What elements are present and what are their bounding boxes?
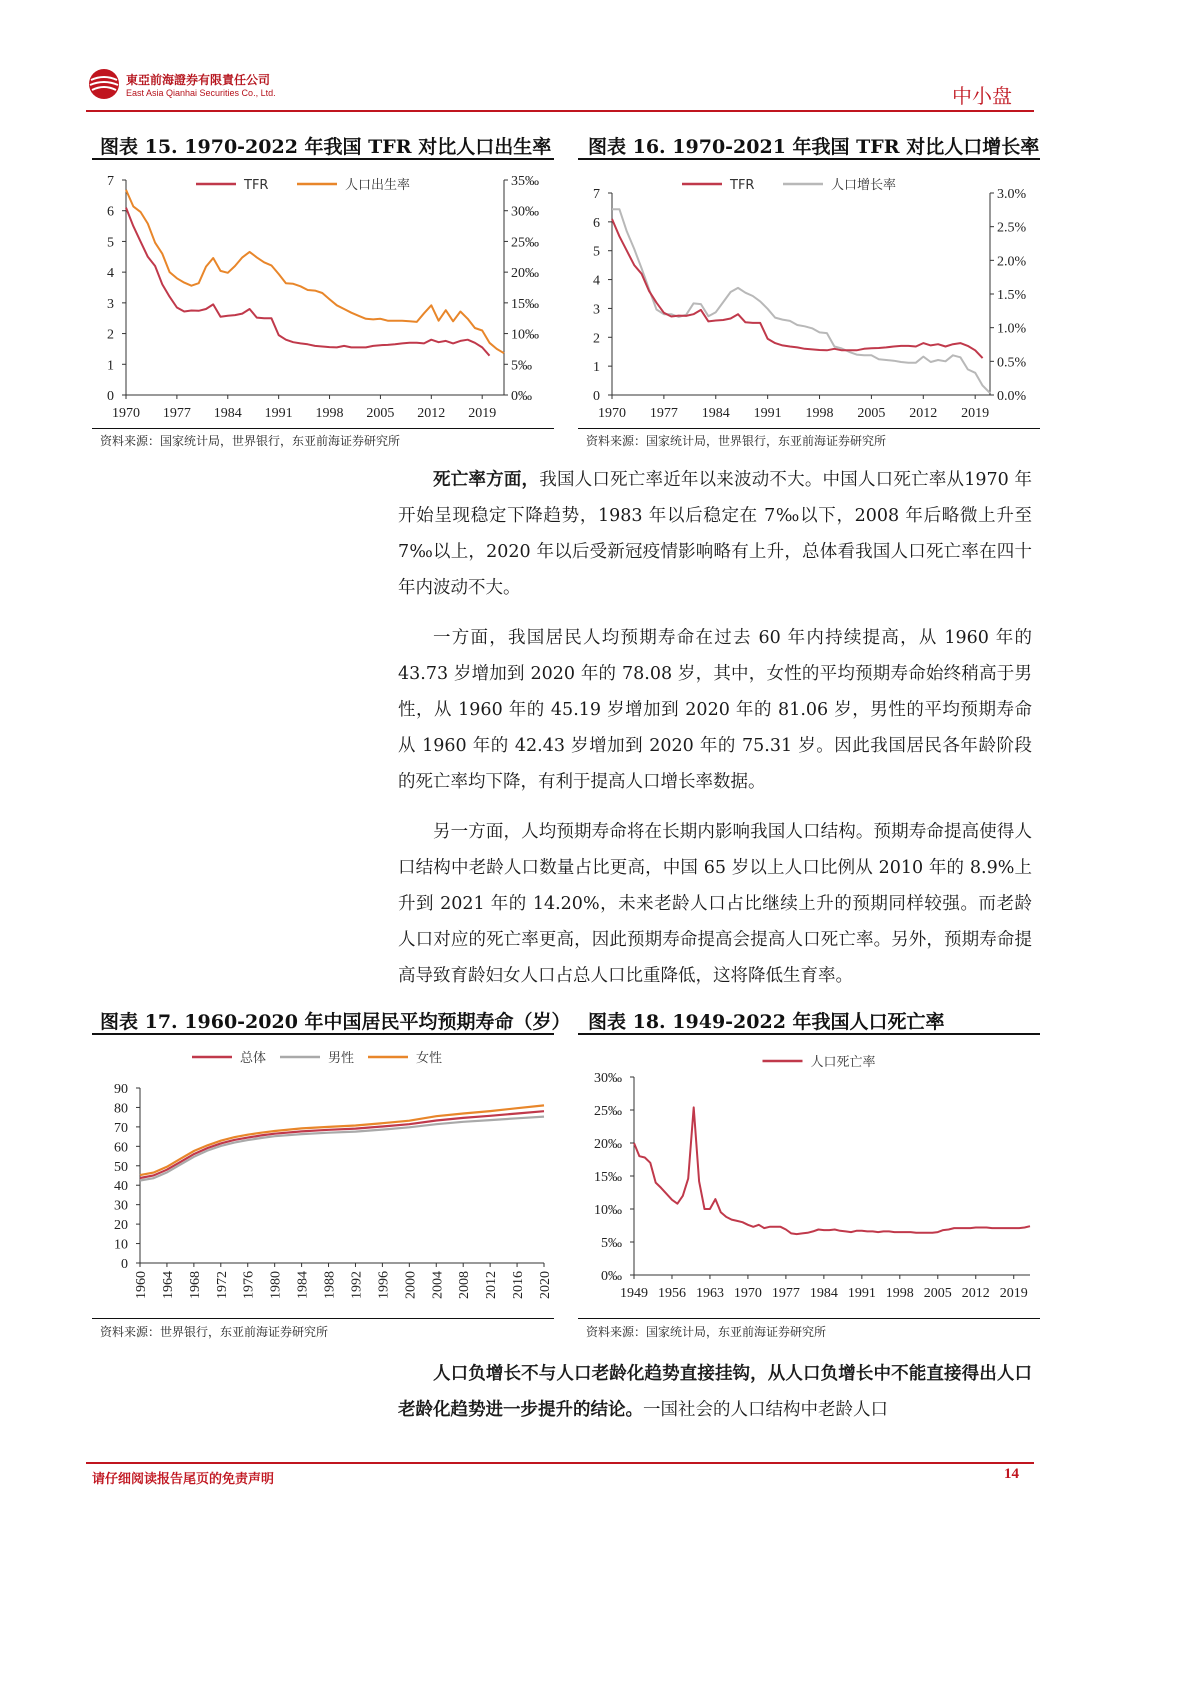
- y-right-tick-label: 30‰: [511, 204, 539, 220]
- header-rule: [86, 110, 1034, 112]
- paragraph-negative-growth: [398, 1356, 1032, 1428]
- y-left-tick-label: 5: [593, 244, 600, 260]
- x-tick-label: 2019: [999, 1286, 1028, 1301]
- figure-15-rule-bottom: [92, 428, 554, 429]
- x-tick-label: 1998: [885, 1286, 914, 1301]
- paragraph-mortality-lead: 死亡率方面，: [433, 470, 540, 490]
- y-left-tick-label: 4: [593, 273, 600, 289]
- company-logo: [86, 66, 122, 102]
- y-left-tick-label: 2: [107, 327, 114, 343]
- x-tick-label: 1980: [268, 1271, 284, 1299]
- paragraph-mortality: [398, 462, 1032, 606]
- y-left-tick-label: 5: [107, 235, 114, 251]
- paragraph-negative-growth-lead: 人口负增长不与人口老龄化趋势直接挂钩，从人口负增长中不能直接得出人口老龄化趋势进一步提升的结论。: [398, 1364, 1032, 1420]
- y-right-tick-label: 15‰: [511, 296, 539, 312]
- figure-18-title: 图表 18. 1949-2022 年我国人口死亡率: [588, 1011, 945, 1033]
- x-tick-label: 1963: [695, 1286, 724, 1301]
- paragraph-negative-growth-text: 一国社会的人口结构中老龄人口: [643, 1400, 888, 1420]
- figure-16-chart: [578, 162, 1040, 426]
- legend-label: 总体: [240, 1051, 267, 1066]
- series-line-人口增长率: [612, 209, 990, 393]
- x-tick-label: 1992: [349, 1271, 365, 1299]
- footer-rule: [86, 1462, 1034, 1464]
- x-tick-label: 1968: [187, 1271, 203, 1299]
- y-right-tick-label: 1.5%: [997, 288, 1027, 303]
- x-tick-label: 2005: [366, 406, 395, 421]
- x-tick-label: 1972: [214, 1271, 230, 1299]
- x-tick-label: 2012: [417, 406, 446, 421]
- section-tag: 中小盘: [952, 84, 1012, 108]
- y-tick-label: 30‰: [594, 1071, 622, 1086]
- y-right-tick-label: 0‰: [511, 389, 532, 404]
- figure-16-source: 资料来源：国家统计局，世界银行，东亚前海证券研究所: [586, 434, 887, 448]
- y-right-tick-label: 0.0%: [997, 389, 1027, 404]
- figure-16-rule-bottom: [578, 428, 1040, 429]
- series-line-TFR: [126, 208, 490, 356]
- y-tick-label: 20: [114, 1218, 128, 1234]
- y-left-tick-label: 1: [107, 358, 114, 374]
- figure-15-chart: [92, 162, 554, 426]
- y-right-tick-label: 2.5%: [997, 220, 1027, 236]
- logo-emblem-icon: [86, 66, 122, 102]
- x-tick-label: 1977: [162, 406, 191, 421]
- y-right-tick-label: 3.0%: [997, 187, 1027, 202]
- y-tick-label: 10: [114, 1237, 128, 1253]
- figure-17-rule-top: [92, 1033, 554, 1035]
- x-tick-label: 1991: [264, 406, 293, 421]
- figure-15-source: 资料来源：国家统计局，世界银行，东亚前海证券研究所: [100, 434, 401, 448]
- y-tick-label: 40: [114, 1179, 128, 1195]
- x-tick-label: 1956: [657, 1286, 686, 1301]
- figure-16-rule-top: [578, 158, 1040, 160]
- y-left-tick-label: 0: [107, 389, 114, 404]
- y-right-tick-label: 25‰: [511, 235, 539, 251]
- x-tick-label: 2000: [403, 1271, 419, 1299]
- y-right-tick-label: 35‰: [511, 174, 539, 189]
- figure-18-rule-bottom: [578, 1318, 1040, 1319]
- x-tick-label: 1984: [295, 1271, 311, 1299]
- x-tick-label: 2016: [511, 1271, 527, 1299]
- y-tick-label: 70: [114, 1120, 128, 1136]
- x-tick-label: 2004: [430, 1271, 446, 1299]
- legend-label: 人口增长率: [831, 178, 897, 193]
- legend-label: TFR: [244, 178, 269, 193]
- y-tick-label: 15‰: [594, 1170, 622, 1185]
- y-tick-label: 5‰: [601, 1236, 622, 1251]
- figure-17-title: 图表 17. 1960-2020 年中国居民平均预期寿命（岁）: [100, 1011, 571, 1033]
- series-line-人口出生率: [126, 190, 504, 353]
- y-left-tick-label: 3: [107, 296, 114, 312]
- legend-label: 男性: [328, 1051, 355, 1066]
- x-tick-label: 1976: [241, 1271, 257, 1299]
- figure-16-title: 图表 16. 1970-2021 年我国 TFR 对比人口增长率: [588, 136, 1040, 158]
- y-right-tick-label: 10‰: [511, 327, 539, 343]
- x-tick-label: 1970: [598, 406, 626, 421]
- y-right-tick-label: 1.0%: [997, 321, 1027, 337]
- company-name-cn: 東亞前海證券有限責任公司: [126, 73, 271, 87]
- figure-15-title: 图表 15. 1970-2022 年我国 TFR 对比人口出生率: [100, 136, 552, 158]
- x-tick-label: 1984: [701, 406, 730, 421]
- x-tick-label: 1977: [771, 1286, 800, 1301]
- y-left-tick-label: 7: [107, 174, 114, 189]
- paragraph-aging: 另一方面，人均预期寿命将在长期内影响我国人口结构。预期寿命提高使得人口结构中老龄人口数量占比更高，中国 65 岁以上人口比例从 2010 年的 8.9%上升到 2021 年的 14.20%，未来老龄人口占比继续上升的预期同样较强。而老龄人口对应的死亡率更高，因此预期寿命提高会提高人口死亡率。另外，预期寿命提高导致育龄妇女人口占总人口比重降低，这将降低生育率。: [398, 822, 1032, 986]
- x-tick-label: 1998: [315, 406, 344, 421]
- series-line-TFR: [612, 219, 983, 358]
- x-tick-label: 2005: [857, 406, 886, 421]
- y-left-tick-label: 6: [107, 204, 114, 220]
- page-number: 14: [1004, 1466, 1019, 1482]
- x-tick-label: 2012: [909, 406, 938, 421]
- figure-15-rule-top: [92, 158, 554, 160]
- x-tick-label: 1996: [376, 1271, 392, 1299]
- y-right-tick-label: 20‰: [511, 266, 539, 282]
- x-tick-label: 1984: [213, 406, 242, 421]
- y-left-tick-label: 6: [593, 215, 600, 231]
- figure-18-source: 资料来源：国家统计局，东亚前海证券研究所: [586, 1325, 827, 1339]
- y-tick-label: 80: [114, 1101, 128, 1117]
- y-left-tick-label: 3: [593, 302, 600, 318]
- body-text: [398, 462, 1032, 994]
- x-tick-label: 2019: [468, 406, 497, 421]
- x-tick-label: 1970: [112, 406, 140, 421]
- x-tick-label: 1984: [809, 1286, 838, 1301]
- y-tick-label: 50: [114, 1159, 128, 1175]
- y-tick-label: 10‰: [594, 1203, 622, 1218]
- legend-label: 女性: [416, 1051, 443, 1066]
- figure-17-source: 资料来源：世界银行，东亚前海证券研究所: [100, 1325, 329, 1339]
- y-tick-label: 20‰: [594, 1137, 622, 1152]
- x-tick-label: 1964: [160, 1271, 176, 1299]
- legend-label: 人口出生率: [345, 178, 411, 193]
- figure-17-chart: [92, 1037, 554, 1317]
- x-tick-label: 2012: [961, 1286, 990, 1301]
- legend-label: 人口死亡率: [810, 1055, 876, 1070]
- x-tick-label: 1970: [733, 1286, 762, 1301]
- figure-17-rule-bottom: [92, 1318, 554, 1319]
- y-left-tick-label: 7: [593, 187, 600, 202]
- y-right-tick-label: 2.0%: [997, 254, 1027, 270]
- y-left-tick-label: 0: [593, 389, 600, 404]
- footer-disclaimer: 请仔细阅读报告尾页的免责声明: [92, 1472, 275, 1487]
- y-right-tick-label: 5‰: [511, 358, 532, 374]
- y-left-tick-label: 2: [593, 331, 600, 347]
- y-left-tick-label: 1: [593, 360, 600, 376]
- legend-label: TFR: [730, 178, 755, 193]
- y-left-tick-label: 4: [107, 266, 114, 282]
- x-tick-label: 2005: [923, 1286, 952, 1301]
- figure-18-rule-top: [578, 1033, 1040, 1035]
- x-tick-label: 2020: [538, 1271, 553, 1299]
- x-tick-label: 1988: [322, 1271, 338, 1299]
- x-tick-label: 1991: [753, 406, 782, 421]
- x-tick-label: 1949: [620, 1286, 648, 1301]
- y-tick-label: 90: [114, 1082, 128, 1097]
- x-tick-label: 2019: [961, 406, 990, 421]
- y-tick-label: 0: [121, 1257, 128, 1272]
- x-tick-label: 2008: [457, 1271, 473, 1299]
- y-tick-label: 0‰: [601, 1269, 622, 1284]
- paragraph-life-expectancy: 一方面，我国居民人均预期寿命在过去 60 年内持续提高，从 1960 年的 43.73 岁增加到 2020 年的 78.08 岁，其中，女性的平均预期寿命始终稍高于男性，从 1960 年的 45.19 岁增加到 2020 年的 81.06 岁，男性的平均预期寿命从 1960 年的 42.43 岁增加到 2020 年的 75.31 岁。因此我国居民各年龄阶段的死亡率均下降，有利于提高人口增长率数据。: [398, 628, 1032, 792]
- figure-18-chart: [578, 1037, 1040, 1317]
- y-right-tick-label: 0.5%: [997, 355, 1027, 371]
- y-tick-label: 25‰: [594, 1104, 622, 1119]
- company-name-en: East Asia Qianhai Securities Co., Ltd.: [126, 88, 276, 98]
- body-text-continued: [398, 1356, 1032, 1428]
- x-tick-label: 1960: [134, 1271, 149, 1299]
- x-tick-label: 1998: [805, 406, 834, 421]
- x-tick-label: 1991: [847, 1286, 876, 1301]
- y-tick-label: 60: [114, 1140, 128, 1156]
- y-tick-label: 30: [114, 1198, 128, 1214]
- paragraph-mortality-text: 我国人口死亡率近年以来波动不大。中国人口死亡率从1970 年开始呈现稳定下降趋势，1983 年以后稳定在 7‰以下，2008 年后略微上升至 7‰以上，2020 年以后受新冠疫情影响略有上升，总体看我国人口死亡率在四十年内波动不大。: [398, 470, 1033, 598]
- x-tick-label: 2012: [484, 1271, 500, 1299]
- x-tick-label: 1977: [649, 406, 678, 421]
- series-line-人口死亡率: [634, 1107, 1030, 1234]
